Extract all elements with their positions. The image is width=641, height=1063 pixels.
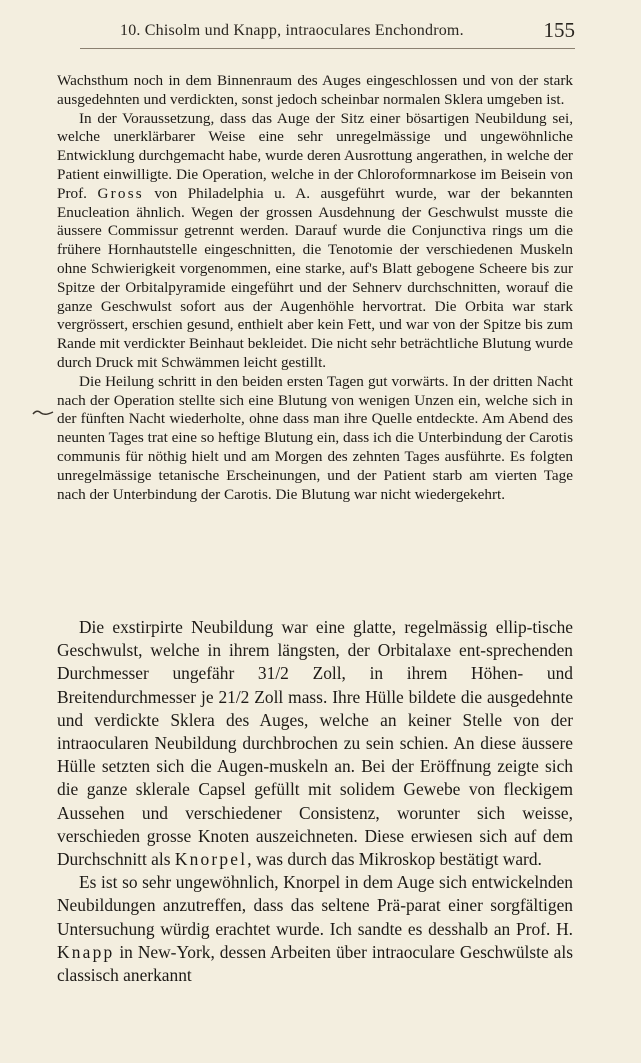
text-run: in New-York, dessen Arbeiten über intraoculare Geschwülste als classisch anerkannt xyxy=(57,941,573,986)
running-header xyxy=(80,18,575,48)
text-run: Die exstirpirte Neubildung war eine glatte, regelmässig ellip-tische Geschwulst, welche in ihrem längsten, der Orbitalaxe ent-sprechenden Durchmesser ungefähr 3 xyxy=(57,617,573,684)
text-run: Es ist so sehr ungewöhnlich, Knorpel in dem Auge sich entwickelnden Neubildungen anzutreffen, dass das seltene Prä-parat einer sorgfältigen Untersuchung würdig erachtet wurde. Ich sandte es desshalb an Prof. H. xyxy=(57,872,573,939)
text-run: In der Voraussetzung, dass das Auge der Sitz einer bösartigen Neubildung sei, welche unerklärbarer Weise eine sehr unregelmässige und ungewöhnliche Entwicklung durchgemacht habe, wurde deren Ausrottung angerathen, in welche der Patient einwilligte. Die Operation, welche in der Chloroformnarkose im Beisein von Prof. xyxy=(57,109,573,202)
paragraph-tumor-description xyxy=(57,616,573,871)
header-rule xyxy=(80,48,575,49)
person-name-gross: Gross xyxy=(97,184,144,202)
paragraph-healing: Die Heilung schritt in den beiden ersten Tagen gut vorwärts. In der dritten Nacht nach der Operation stellte sich eine Blutung von wenigen Unzen ein, welche sich in der fünften Nacht wiederholte, ohne dass man ihre Quelle entdeckte. Am Abend des neunten Tages trat eine so heftige Blutung ein, dass ich die Unterbindung der Carotis communis für nöthig hielt und am Morgen des zehnten Tages ausführte. Es folgten unregelmässige tetanische Erscheinungen, und der Patient starb am vierten Tage nach der Unterbindung der Carotis. Die Blutung war nicht wiedergekehrt. xyxy=(57,372,573,503)
running-title: 10. Chisolm und Knapp, intraoculares Enchondrom. xyxy=(120,22,464,39)
text-run: , was durch das Mikroskop bestätigt ward. xyxy=(247,849,542,870)
small-type-section xyxy=(57,72,573,504)
person-name-knapp: Knapp xyxy=(57,941,115,962)
fraction: 1/2 xyxy=(227,686,250,707)
text-run: Zoll mass. Ihre Hülle bildete die ausgedehnte und verdickte Sklera des Auges, welche an keiner Stelle von der intraocularen Neubildung durchbrochen zu sein schien. An diese äussere Hülle setzten sich die Augen-muskeln an. Bei der Eröffnung zeigte sich die ganze sklerale Capsel gefüllt mit solidem Gewebe von fleckigem Aussehen und verschiedener Consistenz, worunter sich weisse, verschieden grosse Knoten auszeichneten. Diese erwiesen sich auf dem Durchschnitt als xyxy=(57,686,573,870)
paragraph-continuation: Wachsthum noch in dem Binnenraum des Auges eingeschlossen und von der stark ausgedehnten und verdickten, sonst jedoch scheinbar normalen Sklera umgeben ist. xyxy=(57,72,573,108)
paragraph-specimen xyxy=(57,871,573,987)
paragraph-operation xyxy=(57,110,573,373)
term-knorpel: Knorpel xyxy=(174,849,248,870)
fraction: 1/2 xyxy=(266,663,289,684)
page-number: 155 xyxy=(543,18,575,42)
text-run: von Philadelphia u. A. ausgeführt wurde, war der bekannten Enucleation ähnlich. Wegen der grossen Ausdehnung der Geschwulst musste die äussere Commissur getrennt werden. Darauf wurde die Conjunctiva rings um die frühere Hornhautstelle eingeschnitten, die Tenotomie der verschiedenen Muskeln ohne Schwierigkeit vorgenommen, eine starke, auf's Blatt gebogene Scheere bis zur Spitze der Orbitalpyramide eingeführt und der Sehnerv durchschnitten, worauf die ganze Geschwulst sofort aus der Augenhöhle hervortrat. Die Orbita war stark vergrössert, erschien gesund, enthielt aber kein Fett, und war von der Spitze bis zum Rande mit verdickter Beinhaut bekleidet. Die nicht sehr beträchtliche Blutung wurde durch Druck mit Schwämmen leicht gestillt. xyxy=(57,184,573,371)
margin-arrow-mark xyxy=(32,406,54,418)
text-run: Zoll, in ihrem Höhen- und Breitendurchmesser je 2 xyxy=(57,663,573,707)
large-type-section xyxy=(57,616,573,987)
